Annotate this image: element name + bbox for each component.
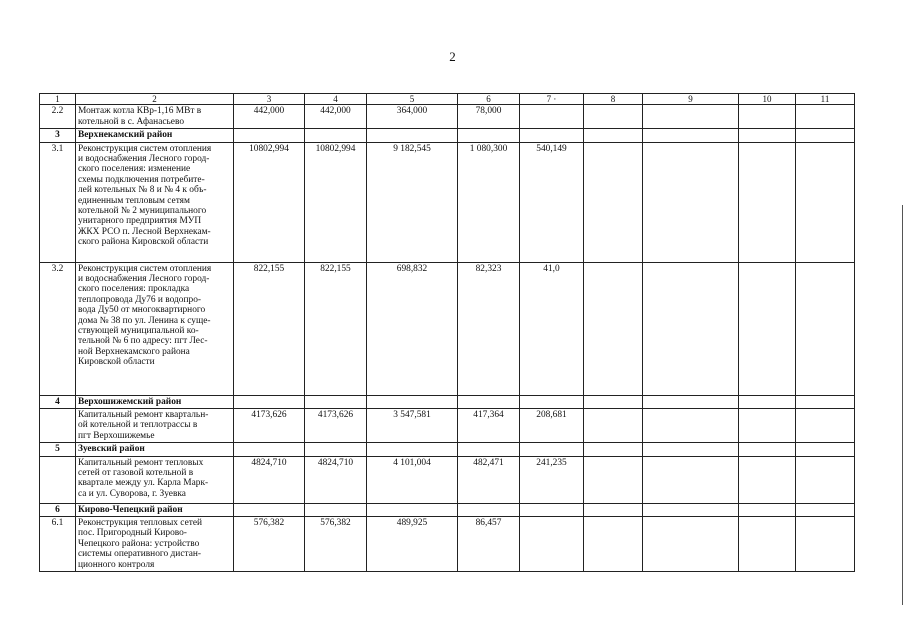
row-number — [40, 456, 76, 503]
empty-cell — [643, 456, 739, 503]
section-row — [40, 503, 855, 516]
amount-cell: 4173,626 — [234, 409, 305, 443]
amount-cell: 78,000 — [458, 105, 520, 129]
amount-cell: 482,471 — [458, 456, 520, 503]
amount-cell: 442,000 — [234, 105, 305, 129]
amount-cell: 442,000 — [305, 105, 367, 129]
empty-cell — [584, 503, 643, 516]
empty-cell — [584, 142, 643, 262]
empty-cell — [643, 395, 739, 408]
empty-cell — [643, 262, 739, 395]
row-number: 5 — [40, 443, 76, 456]
empty-cell — [796, 105, 855, 129]
empty-cell — [234, 443, 305, 456]
empty-cell — [643, 517, 739, 572]
column-header: 10 — [739, 94, 796, 105]
amount-cell: 4 101,004 — [367, 456, 458, 503]
column-header: 6 — [458, 94, 520, 105]
empty-cell — [739, 129, 796, 142]
empty-cell — [739, 105, 796, 129]
empty-cell — [643, 105, 739, 129]
amount-cell: 576,382 — [234, 517, 305, 572]
amount-cell: 4173,626 — [305, 409, 367, 443]
empty-cell — [796, 395, 855, 408]
empty-cell — [643, 142, 739, 262]
column-header: 9 — [643, 94, 739, 105]
empty-cell — [367, 395, 458, 408]
empty-cell — [458, 503, 520, 516]
project-description: Монтаж котла КВр-1,16 МВт в котельной в с. Афанасьево — [76, 105, 234, 129]
amount-cell: 1 080,300 — [458, 142, 520, 262]
amount-cell: 822,155 — [305, 262, 367, 395]
project-description: Капитальный ремонт тепловых сетей от газовой котельной в квартале между ул. Карла Марк- са и ул. Суворова, г. Зуевка — [76, 456, 234, 503]
empty-cell — [796, 443, 855, 456]
column-header: 1 — [40, 94, 76, 105]
empty-cell — [739, 142, 796, 262]
empty-cell — [520, 503, 584, 516]
project-description: Капитальный ремонт квартальн- ой котельной и теплотрассы в пгт Верхошижемье — [76, 409, 234, 443]
table-row — [40, 105, 855, 129]
empty-cell — [234, 503, 305, 516]
scan-edge-line — [902, 205, 903, 605]
amount-cell: 822,155 — [234, 262, 305, 395]
district-title: Верхнекамский район — [76, 129, 234, 142]
empty-cell — [739, 517, 796, 572]
table-row — [40, 262, 855, 395]
amount-cell: 9 182,545 — [367, 142, 458, 262]
empty-cell — [520, 443, 584, 456]
amount-cell: 10802,994 — [234, 142, 305, 262]
empty-cell — [643, 503, 739, 516]
empty-cell — [796, 142, 855, 262]
empty-cell — [520, 395, 584, 408]
amount-cell: 4824,710 — [305, 456, 367, 503]
amount-cell: 10802,994 — [305, 142, 367, 262]
column-header: 7 · — [520, 94, 584, 105]
empty-cell — [584, 262, 643, 395]
empty-cell — [305, 129, 367, 142]
amount-cell: 41,0 — [520, 262, 584, 395]
empty-cell — [643, 443, 739, 456]
column-header: 2 — [76, 94, 234, 105]
row-number: 3.1 — [40, 142, 76, 262]
empty-cell — [305, 395, 367, 408]
amount-cell: 4824,710 — [234, 456, 305, 503]
empty-cell — [796, 517, 855, 572]
amount-cell: 241,235 — [520, 456, 584, 503]
empty-cell — [739, 503, 796, 516]
section-row — [40, 129, 855, 142]
empty-cell — [305, 503, 367, 516]
section-row — [40, 443, 855, 456]
amount-cell: 86,457 — [458, 517, 520, 572]
table-row — [40, 517, 855, 572]
row-number: 6.1 — [40, 517, 76, 572]
column-header-row — [40, 94, 855, 105]
empty-cell — [796, 503, 855, 516]
empty-cell — [234, 129, 305, 142]
section-row — [40, 395, 855, 408]
amount-cell — [520, 517, 584, 572]
row-number: 3 — [40, 129, 76, 142]
amount-cell — [520, 105, 584, 129]
row-number: 4 — [40, 395, 76, 408]
empty-cell — [458, 443, 520, 456]
empty-cell — [458, 395, 520, 408]
empty-cell — [367, 443, 458, 456]
empty-cell — [739, 443, 796, 456]
empty-cell — [739, 262, 796, 395]
empty-cell — [584, 105, 643, 129]
amount-cell: 576,382 — [305, 517, 367, 572]
empty-cell — [367, 129, 458, 142]
empty-cell — [643, 409, 739, 443]
empty-cell — [367, 503, 458, 516]
amount-cell: 208,681 — [520, 409, 584, 443]
column-header: 11 — [796, 94, 855, 105]
empty-cell — [739, 395, 796, 408]
amount-cell: 489,925 — [367, 517, 458, 572]
district-title: Зуевский район — [76, 443, 234, 456]
project-description: Реконструкция тепловых сетей пос. Пригородный Кирово- Чепецкого района: устройство системы оперативного дистан- ционного контроля — [76, 517, 234, 572]
empty-cell — [796, 129, 855, 142]
empty-cell — [458, 129, 520, 142]
district-title: Верхошижемский район — [76, 395, 234, 408]
empty-cell — [739, 456, 796, 503]
row-number: 6 — [40, 503, 76, 516]
empty-cell — [796, 409, 855, 443]
empty-cell — [305, 443, 367, 456]
empty-cell — [584, 395, 643, 408]
project-description: Реконструкция систем отопления и водоснабжения Лесного город- ского поселения: изменение схемы подключения потребите- лей котельных № 8 и № 4 к объ- единенным тепловым сетям котельной № 2 муниципального унитарного предприятия МУП ЖКХ РСО п. Лесной Верхнекам- ского района Кировской области — [76, 142, 234, 262]
empty-cell — [796, 456, 855, 503]
amount-cell: 82,323 — [458, 262, 520, 395]
empty-cell — [520, 129, 584, 142]
empty-cell — [234, 395, 305, 408]
amount-cell: 364,000 — [367, 105, 458, 129]
empty-cell — [643, 129, 739, 142]
row-number — [40, 409, 76, 443]
empty-cell — [584, 517, 643, 572]
amount-cell: 540,149 — [520, 142, 584, 262]
table-row — [40, 409, 855, 443]
column-header: 5 — [367, 94, 458, 105]
budget-table — [39, 93, 855, 572]
project-description: Реконструкция систем отопления и водоснабжения Лесного город- ского поселения: прокладка теплопровода Ду76 и водопро- вода Ду50 от многоквартирного дома № 38 по ул. Ленина к суще- ствующей муниципальной ко- тельной № 6 по адресу: пгт Лес- ной Верхнекамского района Кировской области — [76, 262, 234, 395]
table-row — [40, 142, 855, 262]
empty-cell — [584, 443, 643, 456]
empty-cell — [584, 456, 643, 503]
column-header: 3 — [234, 94, 305, 105]
empty-cell — [584, 409, 643, 443]
column-header: 4 — [305, 94, 367, 105]
amount-cell: 417,364 — [458, 409, 520, 443]
empty-cell — [796, 262, 855, 395]
row-number: 3.2 — [40, 262, 76, 395]
empty-cell — [739, 409, 796, 443]
row-number: 2.2 — [40, 105, 76, 129]
page-number: 2 — [449, 49, 456, 64]
district-title: Кирово-Чепецкий район — [76, 503, 234, 516]
empty-cell — [584, 129, 643, 142]
amount-cell: 3 547,581 — [367, 409, 458, 443]
table-row — [40, 456, 855, 503]
column-header: 8 — [584, 94, 643, 105]
amount-cell: 698,832 — [367, 262, 458, 395]
